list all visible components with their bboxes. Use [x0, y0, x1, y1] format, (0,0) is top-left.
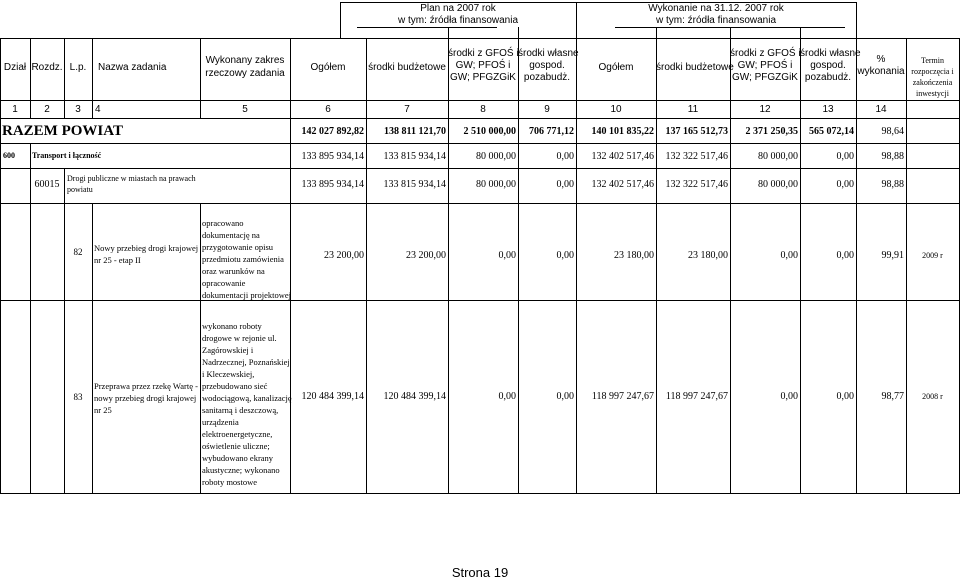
task-lp: 82 [73, 247, 83, 257]
col-exec-wlasne-1: środki własne [800, 48, 861, 59]
task-value: 118 997 247,67 [591, 391, 654, 402]
col-exec-gfos-1: środki z GFOŚ i [730, 48, 801, 59]
col-num: 7 [404, 104, 410, 115]
task-value: 120 484 399,14 [301, 391, 364, 402]
task-value: 0,00 [780, 250, 798, 261]
razem-value: 140 101 835,22 [591, 126, 654, 137]
col-num: 10 [610, 104, 622, 115]
col-exec-wlasne-3: pozabudż. [804, 72, 852, 83]
razem-value: 565 072,14 [809, 126, 854, 137]
task-name: Przeprawa przez rzekę Wartę - nowy przebieg drogi krajowej nr 25 [94, 381, 198, 415]
col-proc-1: % [876, 54, 886, 65]
col-plan-gfos-1: środki z GFOŚ i [448, 48, 519, 59]
col-num: 6 [325, 104, 331, 115]
col-exec-budz: środki budżetowe [656, 62, 734, 73]
task-percent: 99,91 [881, 250, 904, 261]
col-num: 12 [759, 104, 771, 115]
col-num: 8 [480, 104, 486, 115]
rozdzial-percent: 98,88 [881, 179, 904, 190]
dzial-name: Transport i łączność [32, 151, 102, 160]
task-value: 0,00 [836, 391, 854, 402]
task-value: 0,00 [498, 391, 516, 402]
col-exec-wlasne-2: gospod. [810, 60, 846, 71]
dzial-percent: 98,88 [881, 151, 904, 162]
col-num: 14 [875, 104, 887, 115]
col-rozdz: Rozdz. [31, 62, 63, 73]
rozdzial-value: 133 815 934,14 [383, 179, 446, 190]
col-exec-gfos-3: GW; PFGZGiK [732, 72, 798, 83]
col-lp: L.p. [69, 62, 87, 73]
col-num: 1 [12, 104, 18, 115]
col-termin-1: Termin [921, 56, 944, 65]
task-lp: 83 [73, 392, 83, 402]
col-proc-2: wykonania [857, 66, 905, 77]
dzial-value: 0,00 [836, 151, 854, 162]
task-value: 0,00 [498, 250, 516, 261]
plan-title: Plan na 2007 rok [420, 3, 496, 14]
rozdzial-value: 80 000,00 [758, 179, 798, 190]
dzial-value: 80 000,00 [476, 151, 516, 162]
col-plan-ogolem: Ogółem [310, 62, 346, 73]
col-plan-wlasne-2: gospod. [529, 60, 565, 71]
col-nazwa: Nazwa zadania [98, 62, 167, 73]
razem-value: 142 027 892,82 [301, 126, 364, 137]
task-value: 118 997 247,67 [665, 391, 728, 402]
col-termin-2: rozpoczęcia i [911, 67, 954, 76]
rozdzial-name: Drogi publiczne w miastach na prawach powiatu [67, 174, 196, 194]
razem-percent: 98,64 [881, 126, 904, 137]
col-plan-wlasne-1: środki własne [518, 48, 579, 59]
razem-value: 137 165 512,73 [665, 126, 728, 137]
col-exec-gfos-2: GW; PFOŚ i [737, 60, 793, 71]
rozdzial-code: 60015 [34, 179, 60, 190]
razem-value: 706 771,12 [529, 126, 574, 137]
col-exec-ogolem: Ogółem [598, 62, 634, 73]
razem-value: 138 811 121,70 [384, 126, 446, 137]
razem-value: 2 510 000,00 [463, 126, 516, 137]
dzial-value: 133 895 934,14 [301, 151, 364, 162]
dzial-value: 132 402 517,46 [591, 151, 654, 162]
exec-subtitle: w tym: źródła finansowania [655, 15, 777, 26]
col-plan-budz: środki budżetowe [368, 62, 446, 73]
col-plan-wlasne-3: pozabudż. [523, 72, 571, 83]
task-value: 0,00 [780, 391, 798, 402]
col-zakres-2: rzeczowy zadania [205, 68, 285, 79]
task-percent: 98,77 [881, 391, 904, 402]
task-value: 23 180,00 [688, 250, 728, 261]
col-num: 11 [687, 104, 699, 115]
col-plan-gfos-3: GW; PFGZGiK [450, 72, 516, 83]
task-termin: 2009 r [922, 251, 943, 260]
task-scope: opracowano dokumentację na przygotowanie opisu przedmiotu zamówienia oraz warunków na opracowanie dokumentacji projektowej [202, 218, 291, 300]
task-value: 0,00 [836, 250, 854, 261]
col-plan-gfos-2: GW; PFOŚ i [455, 60, 511, 71]
col-num: 2 [44, 104, 50, 115]
dzial-value: 80 000,00 [758, 151, 798, 162]
task-value: 23 180,00 [614, 250, 654, 261]
rozdzial-value: 0,00 [556, 179, 574, 190]
task-value: 120 484 399,14 [383, 391, 446, 402]
task-value: 0,00 [556, 391, 574, 402]
task-value: 23 200,00 [406, 250, 446, 261]
task-value: 0,00 [556, 250, 574, 261]
dzial-value: 132 322 517,46 [665, 151, 728, 162]
rozdzial-value: 0,00 [836, 179, 854, 190]
col-num: 3 [75, 104, 81, 115]
rozdzial-value: 133 895 934,14 [301, 179, 364, 190]
col-termin-3: zakończenia [912, 78, 953, 87]
col-num: 13 [822, 104, 834, 115]
col-dzial: Dział [3, 62, 27, 73]
page-number: Strona 19 [451, 565, 509, 580]
task-value: 23 200,00 [324, 250, 364, 261]
dzial-code: 600 [3, 151, 15, 160]
dzial-value: 133 815 934,14 [383, 151, 446, 162]
col-zakres: Wykonany zakres [205, 55, 285, 66]
col-num: 5 [242, 104, 248, 115]
dzial-value: 0,00 [556, 151, 574, 162]
rozdzial-value: 80 000,00 [476, 179, 516, 190]
rozdzial-value: 132 402 517,46 [591, 179, 654, 190]
col-num: 9 [544, 104, 550, 115]
exec-title: Wykonanie na 31.12. 2007 rok [648, 3, 784, 14]
col-termin-4: inwestycji [916, 89, 949, 98]
plan-subtitle: w tym: źródła finansowania [397, 15, 519, 26]
razem-label: RAZEM POWIAT [2, 123, 123, 139]
task-termin: 2008 r [922, 392, 943, 401]
razem-value: 2 371 250,35 [745, 126, 798, 137]
col-num: 4 [95, 104, 101, 115]
rozdzial-value: 132 322 517,46 [665, 179, 728, 190]
task-name: Nowy przebieg drogi krajowej nr 25 - etap II [94, 243, 199, 265]
task-scope: wykonano roboty drogowe w rejonie ul. Zagórowskiej i Nadrzecznej, Poznańskiej i Kleczewskiej, przebudowano sieć wodociągową, kanalizację sanitarną i deszczową, urządzenia elektroenergetyczne, oświetlenie uliczne; wybudowano ekrany akustyczne; wykonano roboty mostowe [202, 321, 292, 487]
